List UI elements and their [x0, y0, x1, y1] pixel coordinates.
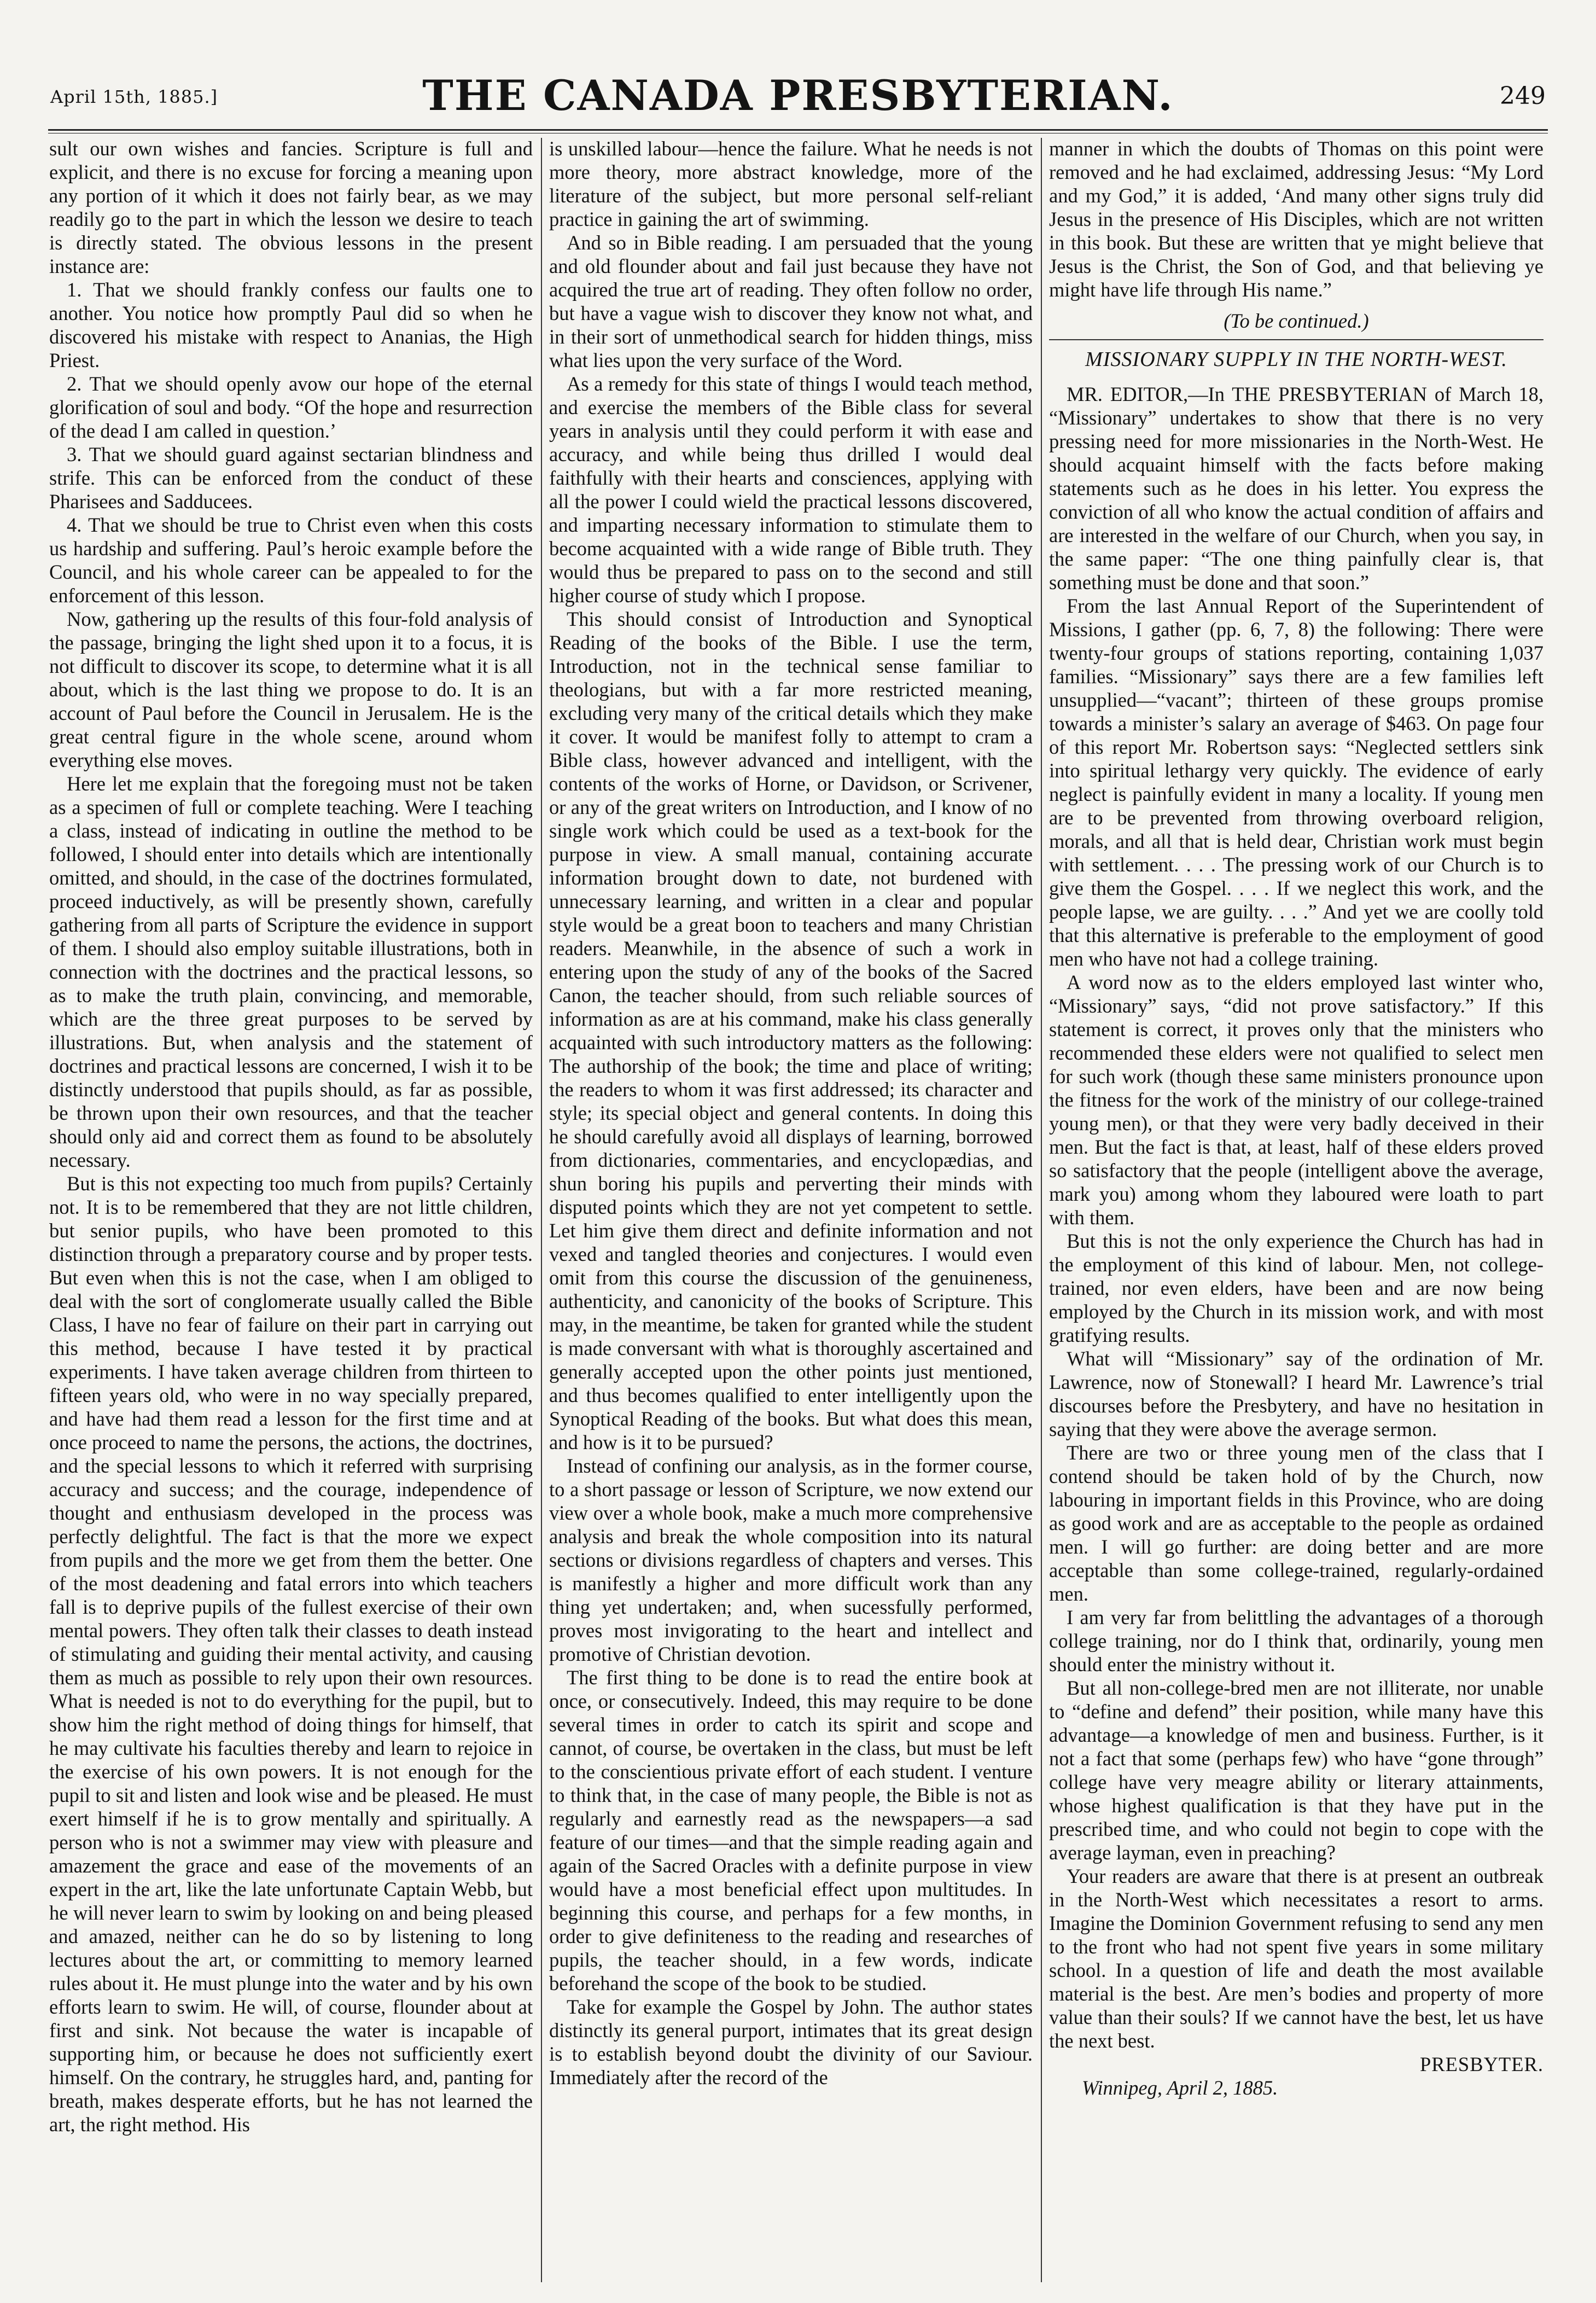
- paragraph: 1. That we should frankly confess our faults one to another. You notice how promptly Paul did so when he discovered his mistake with respect to Ananias, the High Priest.: [49, 278, 533, 371]
- section-rule: [1049, 339, 1543, 340]
- paragraph: There are two or three young men of the class that I contend should be taken hold of by the Church, now labouring in important fields in this Province, who are doing as good work and are as acceptable to the people as ordained men. I will go further: are doing better and are more acceptable than some college-trained, regularly-ordained men.: [1049, 1441, 1543, 1605]
- column-2: [549, 137, 1033, 2287]
- paragraph: Here let me explain that the foregoing must not be taken as a specimen of full or complete teaching. Were I teaching a class, instead of indicating in outline the method to be followed, I should enter into details which are intentionally omitted, and should, in the case of the doctrines formulated, proceed inductively, as will be presently shown, carefully gathering from all parts of Scripture the evidence in support of them. I should also employ suitable illustrations, both in connection with the doctrines and the practical lessons, so as to make the truth plain, convincing, and memorable, which are the three great purposes to be served by illustrations. But, when analysis and the statement of doctrines and practical lessons are concerned, I wish it to be distinctly understood that pupils should, as far as possible, be thrown upon their own resources, and that the teacher should only aid and correct them as found to be absolutely necessary.: [49, 772, 533, 1171]
- paragraph: Instead of confining our analysis, as in the former course, to a short passage or lesson of Scripture, we now extend our view over a whole book, make a much more comprehensive analysis and break the whole composition into its natural sections or divisions regardless of chapters and verses. This is manifestly a higher and more difficult work than any thing yet undertaken; and, when sucessfully performed, proves most invigorating to the heart and intellect and promotive of Christian devotion.: [549, 1455, 1033, 1665]
- paragraph: Now, gathering up the results of this four-fold analysis of the passage, bringing the light shed upon it to a focus, it is not difficult to discover its scope, to determine what it is all about, which is the last thing we propose to do. It is an account of Paul before the Council in Jerusalem. He is the great central figure in the whole scene, around whom everything else moves.: [49, 608, 533, 771]
- paragraph: sult our own wishes and fancies. Scripture is full and explicit, and there is no excuse for forcing a meaning upon any portion of it which it does not fairly bear, as we may readily go to the part in which the lesson we desire to teach is directly stated. The obvious lessons in the present instance are:: [49, 137, 533, 277]
- paragraph: A word now as to the elders employed last winter who, “Missionary” says, “did not prove satisfactory.” If this statement is correct, it proves only that the ministers who recommended these elders were not qualified to select men for such work (though these same ministers pronounce upon the fitness for the work of the ministry of our college-trained young men), or that they were very badly deceived in their men. But the fact is that, at least, half of these elders proved so satisfactory that the people (intelligent above the average, mark you) among whom they laboured were loath to part with them.: [1049, 971, 1543, 1229]
- paragraph: What will “Missionary” say of the ordination of Mr. Lawrence, now of Stonewall? I heard Mr. Lawrence’s trial discourses before the Presbytery, and have no hesitation in saying that they were above the average sermon.: [1049, 1347, 1543, 1440]
- paragraph: But is this not expecting too much from pupils? Certainly not. It is to be remembered that they are not little children, but senior pupils, who have been promoted to this distinction through a preparatory course and by proper tests. But even when this is not the case, when I am obliged to deal with the sort of conglomerate usually called the Bible Class, I have no fear of failure on their part in carrying out this method, because I have tested it by practical experiments. I have taken average children from thirteen to fifteen years old, who were in no way specially prepared, and have had them read a lesson for the first time and at once proceed to name the persons, the actions, the doctrines, and the special lessons to which it referred with surprising accuracy and success; and the courage, independence of thought and enthusiasm developed in the process was perfectly delightful. The fact is that the more we expect from pupils and the more we get from them the better. One of the most deadening and fatal errors into which teachers fall is to deprive pupils of the fullest exercise of their own mental powers. They often talk their classes to death instead of stimulating and guiding their mental activity, and causing them as much as possible to rely upon their own resources. What is needed is not to do everything for the pupil, but to show him the right method of doing things for himself, that he may cultivate his faculties thereby and learn to rejoice in the exercise of his own powers. It is not enough for the pupil to sit and listen and look wise and be pleased. He must exert himself if he is to grow mentally and spiritually. A person who is not a swimmer may view with pleasure and amazement the grace and ease of the movements of an expert in the art, like the late unfortunate Captain Webb, but he will never learn to swim by looking on and being pleased and amazed, neither can he do so by listening to long lectures about the art, or committing to memory learned rules about it. He must plunge into the water and by his own efforts learn to swim. He will, of course, flounder about at first and sink. Not because the water is incapable of supporting him, or because he does not sufficiently exert himself. On the contrary, he struggles hard, and, panting for breath, makes desperate efforts, but he has not learned the art, the right method. His: [49, 1172, 533, 2136]
- paragraph: 4. That we should be true to Christ even when this costs us hardship and suffering. Paul’s heroic example before the Council, and his whole career can be appealed to for the enforcement of this lesson.: [49, 514, 533, 607]
- column-divider: [541, 138, 542, 2282]
- masthead-title: THE CANADA PRESBYTERIAN.: [422, 71, 1174, 120]
- column-1: [49, 137, 533, 2287]
- page-number: 249: [1500, 82, 1546, 110]
- paragraph: But all non-college-bred men are not illiterate, nor unable to “define and defend” their position, while many have this advantage—a knowledge of men and business. Further, is it not a fact that some (perhaps few) who have “gone through” college have very meagre ability or literary attainments, whose highest qualification is that they have put in the prescribed time, and who could not begin to cope with the average layman, even in preaching?: [1049, 1677, 1543, 1864]
- paragraph: From the last Annual Report of the Superintendent of Missions, I gather (pp. 6, 7, 8) the following: There were twenty-four groups of stations reporting, containing 1,037 families. “Missionary” says there are a few families left unsupplied—“vacant”; thirteen of these groups promise towards a minister’s salary an average of $463. On page four of this report Mr. Robertson says: “Neglected settlers sink into spiritual lethargy very quickly. The evidence of early neglect is painfully evident in many a locality. If young men are to be prevented from throwing overboard religion, morals, and all that is held dear, Christian work must begin with settlement. . . . The pressing work of our Church is to give them the Gospel. . . . If we neglect this work, and the people lapse, we are guilty. . . .” And yet we are coolly told that this alternative is preferable to the employment of good men who have not had a college training.: [1049, 595, 1543, 970]
- paragraph: manner in which the doubts of Thomas on this point were removed and he had exclaimed, addressing Jesus: “My Lord and my God,” it is added, ‘And many other signs truly did Jesus in the presence of His Disciples, which are not written in this book. But these are written that ye might believe that Jesus is the Christ, the Son of God, and that believing ye might have life through His name.”: [1049, 137, 1543, 301]
- article-title: MISSIONARY SUPPLY IN THE NORTH-WEST.: [1085, 348, 1507, 371]
- paragraph: 2. That we should openly avow our hope of the eternal glorification of soul and body. “Of the hope and resurrection of the dead I am called in question.’: [49, 373, 533, 442]
- paragraph: And so in Bible reading. I am persuaded that the young and old flounder about and fail just because they have not acquired the true art of reading. They often follow no order, but have a vague wish to discover they know not what, and in their sort of unmethodical search for hidden things, miss what lies upon the very surface of the Word.: [549, 231, 1033, 371]
- paragraph: This should consist of Introduction and Synoptical Reading of the books of the Bible. I use the term, Introduction, not in the technical sense familiar to theologians, but with a far more restricted meaning, excluding very many of the critical details which they make it cover. It would be manifest folly to attempt to cram a Bible class, however advanced and intelligent, with the contents of the works of Horne, or Davidson, or Scrivener, or any of the great writers on Introduction, and I know of no single work which could be used as a text-book for the purpose in view. A small manual, containing accurate information brought down to date, not burdened with unnecessary learning, and written in a clear and popular style would be a great boon to teachers and many Christian readers. Meanwhile, in the absence of such a work in entering upon the study of any of the books of the Sacred Canon, the teacher should, from such reliable sources of information as are at his command, make his class generally acquainted with such introductory matters as the following: The authorship of the book; the time and place of writing; the readers to whom it was first addressed; its character and style; its special object and general contents. In doing this he should carefully avoid all displays of learning, borrowed from dictionaries, commentaries, and encyclopædias, and shun boring his pupils and perverting their minds with disputed points which they are not yet competent to settle. Let him give them direct and definite information and not vexed and tangled theories and conjectures. I would even omit from this course the discussion of the genuineness, authenticity, and canonicity of the books of Scripture. This may, in the meantime, be taken for granted while the student is made conversant with what is thoroughly ascertained and generally accepted upon the other points just mentioned, and thus becomes qualified to enter intelligently upon the Synoptical Reading of the books. But what does this mean, and how is it to be pursued?: [549, 608, 1033, 1453]
- paragraph: As a remedy for this state of things I would teach method, and exercise the members of the Bible class for several years in analysis until they could perform it with ease and accuracy, and while being thus drilled I would deal faithfully with their hearts and consciences, applying with all the power I could wield the practical lessons discovered, and imparting necessary information to stimulate them to become acquainted with a wide range of Bible truth. They would thus be prepared to pass on to the second and still higher course of study which I propose.: [549, 373, 1033, 607]
- column-3: [1049, 137, 1543, 2287]
- paragraph: is unskilled labour—hence the failure. What he needs is not more theory, more abstract knowledge, more of the literature of the subject, but more personal self-reliant practice in gaining the art of swimming.: [549, 137, 1033, 230]
- paragraph: MR. EDITOR,—In THE PRESBYTERIAN of March 18, “Missionary” undertakes to show that there is no very pressing need for more missionaries in the North-West. He should acquaint himself with the facts before making statements such as he does in his letter. You express the conviction of all who know the actual condition of affairs and are interested in the welfare of our Church, when you say, in the same paper: “The one thing painfully clear is, that something must be done and that soon.”: [1049, 383, 1543, 594]
- paragraph: 3. That we should guard against sectarian blindness and strife. This can be enforced from the conduct of these Pharisees and Sadducees.: [49, 443, 533, 513]
- paragraph: Your readers are aware that there is at present an outbreak in the North-West which necessitates a resort to arms. Imagine the Dominion Government refusing to send any men to the front who had not spent five years in some military school. In a question of life and death the most available material is the best. Are men’s bodies and property of more value than their souls? If we cannot have the best, let us have the next best.: [1049, 1865, 1543, 2052]
- paragraph: I am very far from belittling the advantages of a thorough college training, nor do I think that, ordinarily, young men should enter the ministry without it.: [1049, 1606, 1543, 1676]
- paragraph: Take for example the Gospel by John. The author states distinctly its general purport, intimates that its great design is to establish beyond doubt the divinity of our Saviour. Immediately after the record of the: [549, 1996, 1033, 2089]
- continued-note: (To be continued.): [1224, 310, 1369, 332]
- column-divider: [1041, 138, 1042, 2282]
- dateline: Winnipeg, April 2, 1885.: [1082, 2077, 1278, 2099]
- paragraph: But this is not the only experience the Church has had in the employment of this kind of labour. Men, not college-trained, nor even elders, have been and are now being employed by the Church in its mission work, and with most gratifying results.: [1049, 1230, 1543, 1346]
- issue-date: April 15th, 1885.]: [50, 86, 218, 107]
- author-signature: PRESBYTER.: [1419, 2053, 1543, 2075]
- paragraph: The first thing to be done is to read the entire book at once, or consecutively. Indeed, this may require to be done several times in order to catch its spirit and scope and cannot, of course, be overtaken in the class, but must be left to the conscientious private effort of each student. I venture to think that, in the case of many people, the Bible is not as regularly and earnestly read as the newspapers—a sad feature of our times—and that the simple reading again and again of the Sacred Oracles with a definite purpose in view would have a most beneficial effect upon multitudes. In beginning this course, and perhaps for a few months, in order to give definiteness to the reading and researches of pupils, the teacher should, in a few words, indicate beforehand the scope of the book to be studied.: [549, 1666, 1033, 1994]
- header-rule: [48, 129, 1548, 133]
